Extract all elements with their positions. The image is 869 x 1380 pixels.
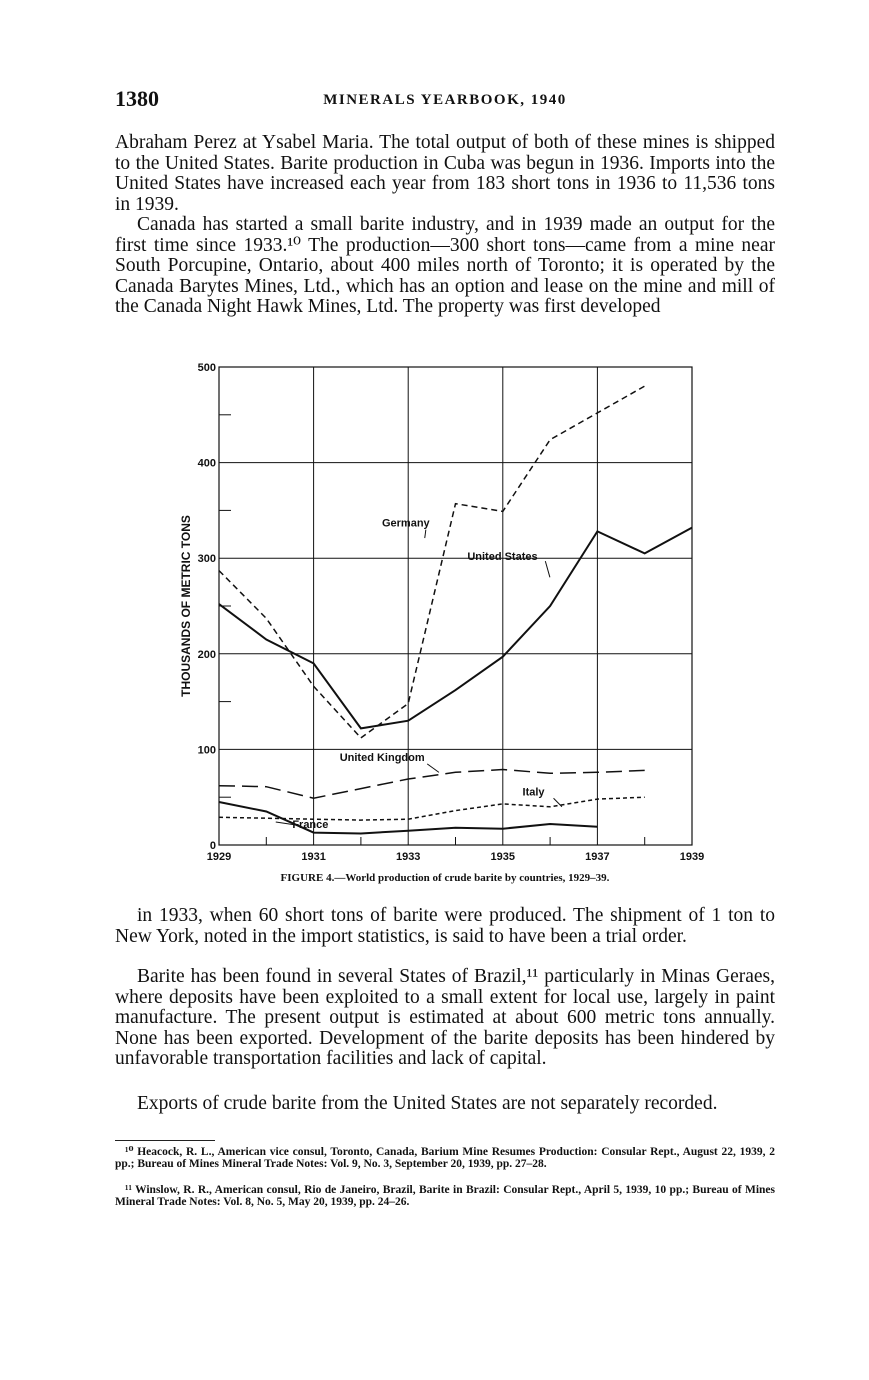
x-tick-label: 1937 (585, 851, 610, 863)
x-tick-label: 1929 (206, 851, 232, 863)
production-chart (170, 358, 715, 888)
series-line-united-kingdom (219, 770, 645, 799)
body-paragraph-5: Exports of crude barite from the United States are not separately recorded. (137, 1093, 718, 1114)
body-paragraph-2: Canada has started a small barite industry, and in 1939 made an output for the first time since 1933.¹⁰ The production—300 short tons—came from a mine near South Porcupine, Ontario, about 400 miles north of Toronto; it is operated by the Canada Barytes Mines, Ltd., which has an option and lease on the mine and mill of the Canada Night Hawk Mines, Ltd. The property was first developed (115, 214, 775, 317)
y-tick-label: 200 (197, 648, 216, 661)
series-pointer-united-states (545, 561, 550, 577)
y-axis-label: THOUSANDS OF METRIC TONS (179, 515, 193, 697)
series-label-united-states: United States (467, 551, 538, 564)
y-tick-label: 100 (197, 744, 216, 757)
x-tick-label: 1933 (395, 851, 421, 863)
page-header (115, 86, 775, 116)
body-paragraph-4: Barite has been found in several States of Brazil,¹¹ particularly in Minas Geraes, where deposits have been exploited to a small extent for local use, largely in paint manufacture. The present output is estimated at about 600 metric tons annually. None has been exported. Development of the barite deposits has been hindered by unfavorable transportation facilities and lack of capital. (115, 966, 775, 1069)
series-label-italy: Italy (522, 786, 545, 799)
y-tick-label: 500 (197, 362, 216, 374)
x-tick-label: 1939 (679, 851, 705, 863)
y-tick-label: 300 (197, 553, 216, 566)
chart-svg (170, 358, 715, 870)
page-number: 1380 (115, 86, 159, 111)
y-tick-label: 0 (209, 840, 216, 852)
series-label-germany: Germany (381, 517, 430, 530)
x-tick-label: 1931 (301, 851, 326, 863)
body-paragraph-1: Abraham Perez at Ysabel Maria. The total output of both of these mines is shipped to the United States. Barite production in Cuba was begun in 1936. Imports into the United States have increased each year from 183 short tons in 1936 to 11,536 tons in 1939. (115, 132, 775, 215)
footnote-11: ¹¹ Winslow, R. R., American consul, Rio de Janeiro, Brazil, Barite in Brazil: Consular Rept., April 5, 1939, 10 pp.; Bureau of Mines Mineral Trade Notes: Vol. 8, No. 5, May 20, 1939, pp. 24–26. (115, 1184, 775, 1208)
running-head: MINERALS YEARBOOK, 1940 (323, 92, 567, 108)
footnote-rule (115, 1140, 215, 1141)
figure-caption: FIGURE 4.—World production of crude barite by countries, 1929–39. (280, 872, 610, 884)
x-tick-label: 1935 (490, 851, 516, 863)
body-paragraph-3: in 1933, when 60 short tons of barite were produced. The shipment of 1 ton to New York, noted in the import statistics, is said to have been a trial order. (115, 905, 775, 947)
footnote-10: ¹⁰ Heacock, R. L., American vice consul, Toronto, Canada, Barium Mine Resumes Production: Consular Rept., August 22, 1939, 2 pp.; Bureau of Mines Mineral Trade Notes: Vol. 9, No. 3, September 20, 1939, pp. 27–28. (115, 1146, 775, 1170)
y-tick-label: 400 (197, 457, 216, 470)
series-line-germany (219, 386, 645, 738)
series-pointer-united-kingdom (427, 764, 439, 772)
series-line-italy (219, 797, 645, 820)
series-label-united-kingdom: United Kingdom (339, 751, 425, 764)
series-pointer-germany (425, 530, 426, 538)
plot-frame (219, 367, 692, 845)
series-label-france: France (292, 818, 329, 831)
